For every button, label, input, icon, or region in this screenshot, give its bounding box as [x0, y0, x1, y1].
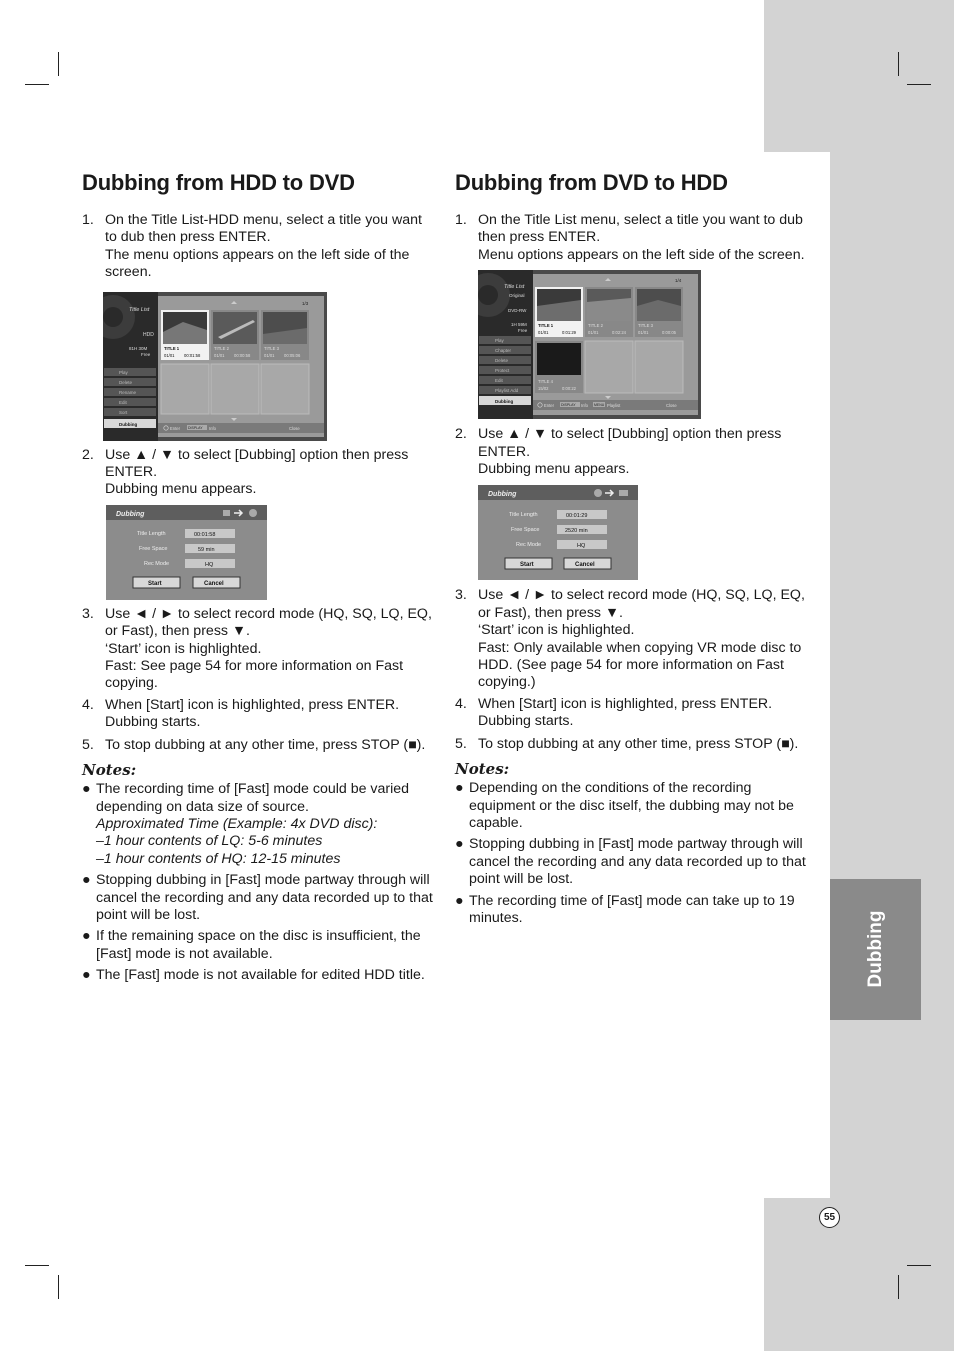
- menu-item-rename: Rename: [119, 389, 137, 395]
- title-date: 01/01: [638, 330, 649, 336]
- step-text: Fast: See page 54 for more information on Fast copying.: [105, 658, 404, 692]
- row-label: Free Space: [511, 527, 540, 534]
- note-item: [455, 780, 807, 832]
- step-number: 3.: [82, 605, 94, 622]
- bullet-icon: ●: [455, 836, 464, 853]
- footer-enter-hint: Enter: [544, 403, 555, 409]
- page-number: 55: [819, 1207, 840, 1228]
- dubbing-menu-screenshot: [106, 505, 267, 600]
- row-value: 00:01:58: [194, 531, 216, 538]
- step-item: [455, 587, 807, 691]
- step-item: [82, 447, 434, 499]
- note-item: [455, 836, 807, 888]
- step-text: When [Start] icon is highlighted, press ENTER. Dubbing starts.: [478, 695, 773, 730]
- step-text: ‘Start’ icon is highlighted.: [105, 640, 262, 657]
- title-list-source: HDD: [143, 331, 154, 338]
- sidebar-band: [830, 152, 954, 1198]
- footer-playlist-hint: Playlist: [607, 403, 621, 409]
- crop-mark: [25, 84, 49, 85]
- menu-item-edit: Edit: [495, 378, 503, 384]
- step-number: 3.: [455, 587, 467, 604]
- row-label: Free Space: [139, 545, 168, 552]
- note-item: [82, 928, 434, 963]
- note-item: [82, 967, 434, 984]
- footer-display-key: DISPLAY: [561, 403, 576, 408]
- row-value: 59 min: [198, 546, 215, 553]
- menu-item-play: Play: [495, 338, 504, 344]
- footer-info-hint: Info: [209, 425, 216, 431]
- menu-item-play: Play: [119, 369, 128, 375]
- crop-mark: [58, 52, 59, 76]
- title-time: 00:01:58: [184, 352, 201, 358]
- step-number: 5.: [455, 735, 467, 752]
- step-item: [455, 212, 807, 264]
- note-text: The recording time of [Fast] mode could be varied depending on data size of source.: [96, 781, 410, 815]
- note-text: Stopping dubbing in [Fast] mode partway through will cancel the recording and any data recorded up to that point will be lost.: [469, 836, 806, 888]
- title-list-hdd-screenshot: [103, 292, 327, 441]
- menu-item-dubbing: Dubbing: [495, 399, 514, 405]
- title-list-header: Title List: [129, 306, 150, 313]
- title-date: 15/02: [538, 386, 549, 392]
- dubbing-menu-screenshot: [478, 485, 638, 580]
- row-value: HQ: [205, 561, 214, 568]
- step-number: 4.: [455, 695, 467, 712]
- crop-mark: [898, 52, 899, 76]
- menu-item-delete: Delete: [119, 379, 133, 385]
- note-text: If the remaining space on the disc is insufficient, the [Fast] mode is not available.: [96, 928, 421, 962]
- step-text: ‘Start’ icon is highlighted.: [478, 622, 635, 639]
- menu-item-dubbing: Dubbing: [119, 421, 138, 427]
- crop-mark: [58, 1275, 59, 1299]
- menu-item-playlist-add: Playlist Add: [495, 388, 519, 394]
- title-list-source: DVD-RW: [508, 308, 527, 314]
- step-item: [82, 212, 434, 282]
- note-item: [82, 781, 434, 868]
- menu-item-protect: Protect: [495, 368, 510, 374]
- title-name: TITLE 1: [164, 345, 180, 351]
- crop-mark: [907, 84, 931, 85]
- title-date: 01/01: [214, 352, 225, 358]
- bullet-icon: ●: [82, 928, 91, 945]
- dubbing-menu-title: Dubbing: [116, 510, 145, 518]
- title-date: 01/01: [538, 330, 549, 336]
- step-text: Use ▲ / ▼ to select [Dubbing] option then press ENTER.: [478, 426, 782, 460]
- note-item: [455, 893, 807, 928]
- title-name: TITLE 1: [538, 323, 554, 329]
- title-date: 01/01: [588, 330, 599, 336]
- footer-info-hint: Info: [581, 403, 588, 409]
- step-text: The menu options appears on the left side of the screen.: [105, 246, 410, 281]
- bullet-icon: ●: [455, 892, 464, 909]
- crop-mark: [898, 1275, 899, 1299]
- step-text: On the Title List-HDD menu, select a title you want to dub then press ENTER.: [105, 212, 422, 246]
- title-list-free-space: 81H 30M: [129, 345, 148, 351]
- row-label: Title Length: [137, 530, 166, 537]
- title-name: TITLE 3: [264, 345, 279, 351]
- title-name: TITLE 2: [588, 323, 603, 329]
- step-item: [82, 697, 434, 732]
- step-text: Dubbing menu appears.: [478, 461, 630, 478]
- section-tab: [830, 879, 921, 1020]
- row-label: Rec Mode: [516, 542, 542, 549]
- notes-title: Notes:: [82, 761, 137, 780]
- title-time: 00:00:58: [234, 352, 251, 358]
- step-number: 2.: [455, 426, 467, 443]
- step-text: To stop dubbing at any other time, press STOP (■).: [105, 736, 426, 753]
- row-label: Title Length: [509, 512, 538, 519]
- step-text: Use ▲ / ▼ to select [Dubbing] option then press ENTER.: [105, 446, 409, 481]
- step-number: 5.: [82, 736, 94, 753]
- start-button[interactable]: Start: [148, 580, 162, 587]
- cancel-button[interactable]: Cancel: [575, 562, 595, 569]
- section-tab-label: Dubbing: [865, 910, 886, 988]
- note-text: The recording time of [Fast] mode can take up to 19 minutes.: [469, 892, 795, 926]
- note-text: Stopping dubbing in [Fast] mode partway through will cancel the recording and any data recorded up to that point will be lost.: [96, 872, 433, 923]
- sidebar-band-top: [764, 0, 954, 152]
- title-time: 00:05:06: [284, 352, 301, 358]
- bullet-icon: ●: [82, 781, 91, 798]
- row-value: 2520 min: [565, 528, 588, 535]
- title-name: TITLE 4: [538, 379, 553, 385]
- section-heading-dvd-to-hdd: Dubbing from DVD to HDD: [455, 170, 728, 195]
- crop-mark: [25, 1265, 49, 1266]
- title-list-page: 1/4: [675, 278, 682, 284]
- footer-enter-hint: Enter: [170, 425, 181, 431]
- step-item: [455, 426, 807, 478]
- title-date: 01/01: [164, 352, 175, 358]
- menu-item-edit: Edit: [119, 399, 127, 405]
- title-time: 0:02:24: [612, 330, 626, 336]
- title-list-free-label: Free: [141, 351, 151, 357]
- title-time: 0:00:22: [562, 386, 576, 392]
- title-time: 0:01:29: [562, 330, 576, 336]
- start-button[interactable]: Start: [520, 562, 534, 569]
- right-column: [455, 170, 807, 927]
- step-number: 4.: [82, 696, 94, 713]
- footer-close-hint: Close: [666, 403, 677, 409]
- step-number: 1.: [82, 212, 94, 228]
- note-italic-line: –1 hour contents of LQ: 5-6 minutes: [96, 833, 323, 850]
- step-item: [455, 696, 807, 731]
- title-list-header: Title List: [504, 284, 525, 291]
- footer-close-hint: Close: [289, 425, 300, 431]
- title-date: 01/01: [264, 352, 275, 358]
- step-text: Fast: Only available when copying VR mode disc to HDD. (See page 54 for more information on Fast copying.): [478, 639, 802, 691]
- dubbing-menu-title: Dubbing: [488, 491, 517, 499]
- title-list-dvd-screenshot: [478, 270, 701, 419]
- menu-item-delete: Delete: [495, 358, 509, 364]
- menu-item-chapter: Chapter: [495, 348, 512, 354]
- notes-title: Notes:: [455, 760, 510, 779]
- note-item: [82, 872, 434, 924]
- step-text: On the Title List menu, select a title you want to dub then press ENTER.: [478, 212, 803, 246]
- step-item: [82, 606, 434, 693]
- step-text: To stop dubbing at any other time, press STOP (■).: [478, 735, 799, 752]
- note-text: Depending on the conditions of the recording equipment or the disc itself, the dubbing may not be capable.: [469, 780, 794, 831]
- title-name: TITLE 2: [214, 345, 229, 351]
- section-heading-hdd-to-dvd: Dubbing from HDD to DVD: [82, 170, 355, 195]
- left-column: [82, 170, 434, 985]
- step-number: 2.: [82, 446, 94, 463]
- step-text: Use ◄ / ► to select record mode (HQ, SQ, LQ, EQ, or Fast), then press ▼.: [478, 587, 805, 621]
- step-text: Use ◄ / ► to select record mode (HQ, SQ, LQ, EQ, or Fast), then press ▼.: [105, 605, 432, 640]
- title-name: TITLE 3: [638, 323, 653, 329]
- bullet-icon: ●: [82, 967, 91, 984]
- step-text: Menu options appears on the left side of the screen.: [478, 246, 805, 263]
- bullet-icon: ●: [455, 780, 464, 797]
- menu-item-sort: Sort: [119, 409, 128, 415]
- row-label: Rec Mode: [144, 560, 170, 567]
- row-value: HQ: [577, 543, 586, 550]
- title-list-page: 1/3: [302, 300, 309, 306]
- title-list-sub: Original: [509, 293, 525, 299]
- step-text: When [Start] icon is highlighted, press ENTER. Dubbing starts.: [105, 696, 400, 731]
- note-italic-line: –1 hour contents of HQ: 12-15 minutes: [96, 850, 341, 867]
- step-text: Dubbing menu appears.: [105, 481, 257, 498]
- footer-display-key: DISPLAY: [188, 425, 203, 430]
- step-item: [82, 737, 434, 754]
- note-italic-line: Approximated Time (Example: 4x DVD disc):: [96, 815, 378, 832]
- sidebar-band-bottom: [764, 1198, 954, 1351]
- row-value: 00:01:29: [566, 513, 588, 520]
- title-list-free-space: 1H 59M: [511, 322, 527, 328]
- crop-mark: [907, 1265, 931, 1266]
- title-list-free-label: Free: [518, 328, 528, 334]
- footer-menu-key: MENU: [594, 403, 605, 408]
- note-text: The [Fast] mode is not available for edited HDD title.: [96, 967, 425, 984]
- bullet-icon: ●: [82, 872, 91, 889]
- step-number: 1.: [455, 212, 467, 228]
- cancel-button[interactable]: Cancel: [204, 580, 224, 587]
- title-time: 0:00:05: [662, 330, 676, 336]
- step-item: [455, 736, 807, 753]
